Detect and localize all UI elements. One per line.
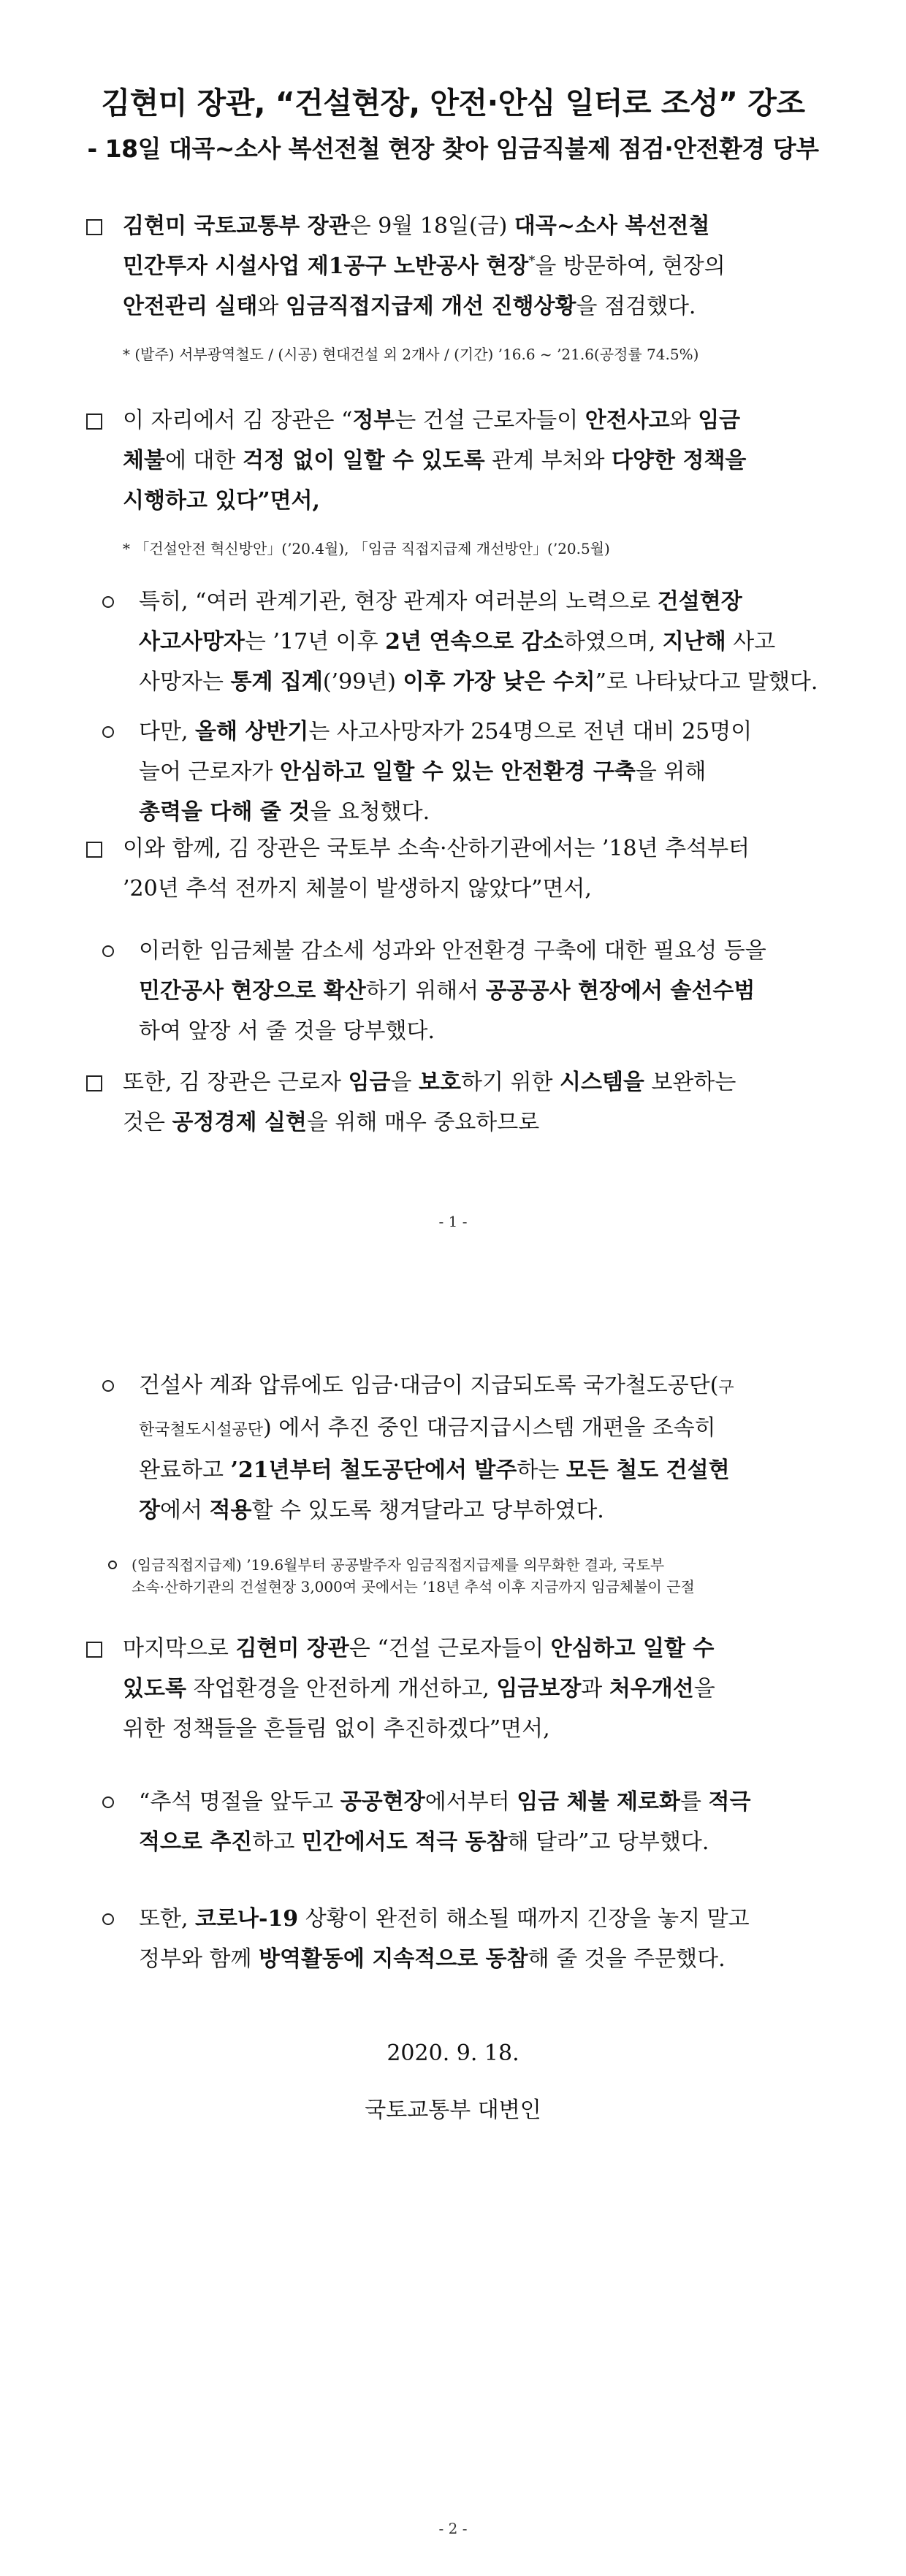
square-bullet-icon (86, 842, 102, 858)
paragraph-government-policy: 이 자리에서 김 장관은 “정부는 건설 근로자들이 안전사고와 임금 체불에 대한 걱정 없이 일할 수 있도록 관계 부처와 다양한 정책을 시행하고 있다”면서, (123, 408, 747, 514)
paragraph-first-half-request: 다만, 올해 상반기는 사고사망자가 254명으로 전년 대비 25명이 늘어 근로자가 안심하고 일할 수 있는 안전환경 구축을 위해 총력을 다해 줄 것을 요청했다. (139, 719, 753, 825)
square-bullet-icon (86, 1642, 102, 1658)
footnote-project-info: * (발주) 서부광역철도 / (시공) 현대건설 외 2개사 / (기간) ’16.6 ~ ’21.6(공정률 74.5%) (123, 346, 699, 363)
paragraph-fair-economy: 또한, 김 장관은 근로자 임금을 보호하기 위한 시스템을 보완하는 것은 공정경제 실현을 위해 매우 중요하므로 (123, 1070, 736, 1135)
paragraph-visit: 김현미 국토교통부 장관은 9월 18일(금) 대곡~소사 복선전철 민간투자 시설사업 제1공구 노반공사 현장*을 방문하여, 현장의 안전관리 실태와 임금직접지급제 개선 진행상황을 점검했다. (123, 213, 726, 319)
circle-bullet-icon (102, 945, 114, 957)
document-subtitle: - 18일 대곡~소사 복선전철 현장 찾아 임금직불제 점검·안전환경 당부 (87, 134, 819, 163)
paragraph-public-leadership: 이러한 임금체불 감소세 성과와 안전환경 구축에 대한 필요성 등을 민간공사 현장으로 확산하기 위해서 공공공사 현장에서 솔선수범 하여 앞장 서 줄 것을 당부했다. (139, 938, 766, 1044)
circle-bullet-icon (102, 1380, 114, 1392)
square-bullet-icon (86, 219, 102, 235)
paragraph-covid-request: 또한, 코로나-19 상황이 완전히 해소될 때까지 긴장을 놓지 말고 정부와 함께 방역활동에 지속적으로 동참해 줄 것을 주문했다. (139, 1906, 750, 1972)
release-date: 2020. 9. 18. (387, 2040, 519, 2066)
square-bullet-icon (86, 414, 102, 430)
footnote-policy-list: * 「건설안전 혁신방안」(’20.4월), 「임금 직접지급제 개선방안」(’20.5월) (123, 540, 610, 557)
circle-bullet-icon (102, 596, 114, 608)
circle-bullet-icon (102, 1796, 114, 1808)
page-number: - 2 - (438, 2520, 468, 2537)
paragraph-accident-statistics: 특히, “여러 관계기관, 현장 관계자 여러분의 노력으로 건설현장 사고사망자는 ’17년 이후 2년 연속으로 감소하였으며, 지난해 사고 사망자는 통계 집계(’99년) 이후 가장 낮은 수치”로 나타났다고 말했다. (139, 589, 818, 695)
paragraph-payment-system: 건설사 계좌 압류에도 임금·대금이 지급되도록 국가철도공단(구 한국철도시설공단) 에서 추진 중인 대금지급시스템 개편을 조속히 완료하고 ’21년부터 철도공단에서 발주하는 모든 철도 건설현 장에서 적용할 수 있도록 챙겨달라고 당부하였다. (139, 1373, 734, 1523)
paragraph-no-wage-arrears: 이와 함께, 김 장관은 국토부 소속·산하기관에서는 ’18년 추석부터 ’20년 추석 전까지 체불이 발생하지 않았다”면서, (123, 836, 750, 902)
circle-bullet-icon (108, 1561, 117, 1569)
page-number: - 1 - (438, 1213, 468, 1230)
paragraph-closing-remarks: 마지막으로 김현미 장관은 “건설 근로자들이 안심하고 일할 수 있도록 작업환경을 안전하게 개선하고, 임금보장과 처우개선을 위한 정책들을 흔들림 없이 추진하겠다”면서, (123, 1636, 715, 1742)
document-title: 김현미 장관, “건설현장, 안전·안심 일터로 조성” 강조 (101, 85, 805, 121)
circle-bullet-icon (102, 1913, 114, 1925)
paragraph-chuseok-request: “추석 명절을 앞두고 공공현장에서부터 임금 체불 제로화를 적극 적으로 추진하고 민간에서도 적극 동참해 달라”고 당부했다. (139, 1789, 751, 1855)
issuer-signature: 국토교통부 대변인 (365, 2097, 541, 2123)
page-2 (0, 1288, 906, 2576)
note-wage-direct-payment: (임금직접지급제) ’19.6월부터 공공발주자 임금직접지급제를 의무화한 결과, 국토부 소속·산하기관의 건설현장 3,000여 곳에서는 ’18년 추석 이후 지금까지 임금체불이 근절 (132, 1556, 695, 1596)
circle-bullet-icon (102, 726, 114, 738)
square-bullet-icon (86, 1075, 102, 1091)
